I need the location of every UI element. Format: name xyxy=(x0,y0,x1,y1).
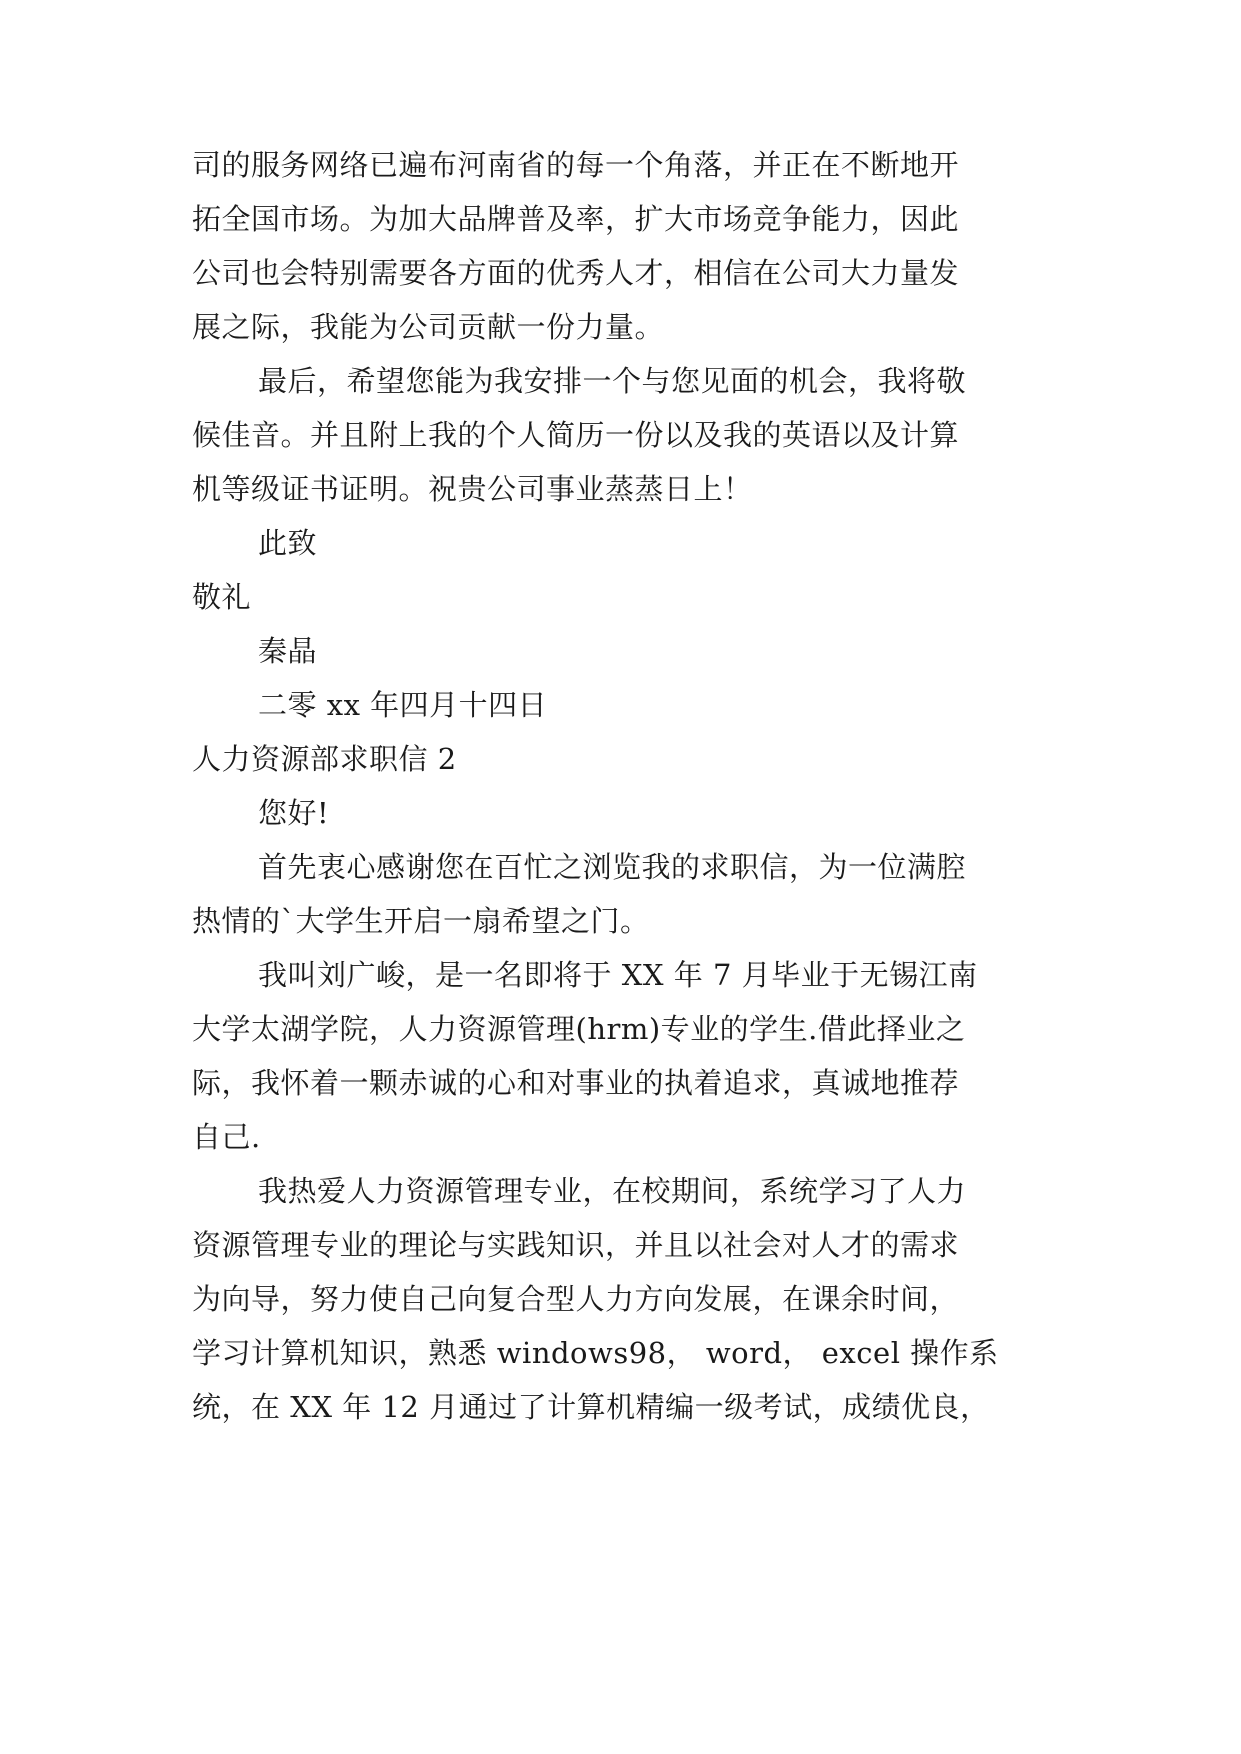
text-line: 我叫刘广峻，是一名即将于 XX 年 7 月毕业于无锡江南 xyxy=(258,958,978,992)
text-line: 为向导，努力使自己向复合型人力方向发展，在课余时间， xyxy=(192,1282,960,1316)
text-line: 最后，希望您能为我安排一个与您见面的机会，我将敬 xyxy=(258,364,967,398)
text-line: 资源管理专业的理论与实践知识，并且以社会对人才的需求 xyxy=(192,1228,960,1262)
text-line: 自己. xyxy=(192,1120,261,1154)
text-line: 首先衷心感谢您在百忙之浏览我的求职信，为一位满腔 xyxy=(258,850,967,884)
text-line: 候佳音。并且附上我的个人简历一份以及我的英语以及计算 xyxy=(192,418,960,452)
closing-respect: 敬礼 xyxy=(192,580,252,614)
text-line: 机等级证书证明。祝贵公司事业蒸蒸日上！ xyxy=(192,472,753,506)
text-line: 大学太湖学院，人力资源管理(hrm)专业的学生.借此择业之 xyxy=(192,1012,966,1046)
text-line: 拓全国市场。为加大品牌普及率，扩大市场竞争能力，因此 xyxy=(192,202,960,236)
text-line: 司的服务网络已遍布河南省的每一个角落，并正在不断地开 xyxy=(192,148,960,182)
text-line: 统，在 XX 年 12 月通过了计算机精编一级考试，成绩优良， xyxy=(192,1390,990,1424)
text-line: 展之际，我能为公司贡献一份力量。 xyxy=(192,310,665,344)
text-line: 学习计算机知识，熟悉 windows98， word， excel 操作系 xyxy=(192,1336,999,1370)
text-line: 际，我怀着一颗赤诚的心和对事业的执着追求，真诚地推荐 xyxy=(192,1066,960,1100)
signature-date: 二零 xx 年四月十四日 xyxy=(258,688,548,722)
section-title: 人力资源部求职信 2 xyxy=(192,742,457,776)
greeting: 您好! xyxy=(258,796,330,830)
text-line: 公司也会特别需要各方面的优秀人才，相信在公司大力量发 xyxy=(192,256,960,290)
text-line: 我热爱人力资源管理专业，在校期间，系统学习了人力 xyxy=(258,1174,967,1208)
text-line: 热情的`大学生开启一扇希望之门。 xyxy=(192,904,650,938)
signature-name: 秦晶 xyxy=(258,634,318,668)
closing-salutation: 此致 xyxy=(258,526,318,560)
